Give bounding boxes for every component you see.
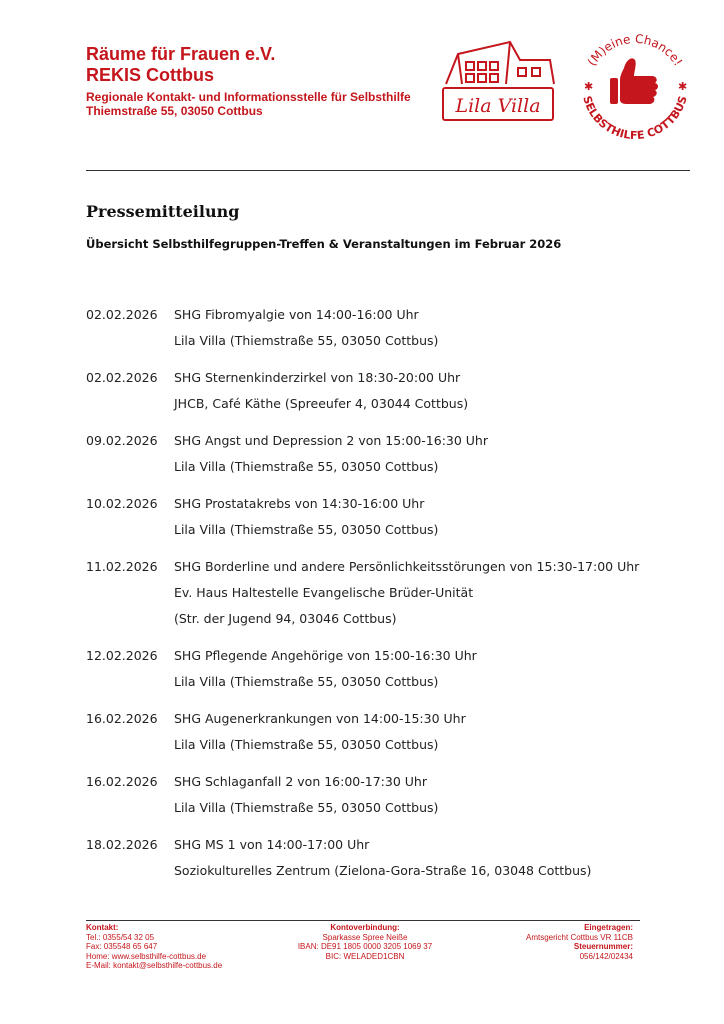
event-location: JHCB, Café Käthe (Spreeufer 4, 03044 Cottbus): [174, 396, 469, 411]
list-item: [86, 643, 686, 695]
event-location: Lila Villa (Thiemstraße 55, 03050 Cottbus): [174, 800, 439, 815]
logo-circle-text: SELBSTHILFE COTTBUS: [580, 94, 690, 143]
event-location: Soziokulturelles Zentrum (Zielona-Gora-Straße 16, 03048 Cottbus): [174, 863, 592, 878]
event-date: 16.02.2026: [86, 711, 158, 726]
event-location: Lila Villa (Thiemstraße 55, 03050 Cottbus): [174, 333, 439, 348]
lila-villa-logo-text: Lila Villa: [455, 95, 541, 117]
list-item: [86, 832, 686, 884]
event-date: 18.02.2026: [86, 837, 158, 852]
list-item: [86, 491, 686, 543]
event-location: Lila Villa (Thiemstraße 55, 03050 Cottbus): [174, 459, 439, 474]
header-divider: [86, 170, 690, 171]
event-location-address: (Str. der Jugend 94, 03046 Cottbus): [174, 611, 397, 626]
footer-homepage-link[interactable]: Home: www.selbsthilfe-cottbus.de: [86, 951, 207, 961]
footer-contact-heading: Kontakt:: [86, 923, 119, 932]
footer-contact: [86, 923, 222, 971]
page-subtitle: Übersicht Selbsthilfegruppen-Treffen & Veranstaltungen im Februar 2026: [86, 237, 562, 251]
event-location: Lila Villa (Thiemstraße 55, 03050 Cottbus): [174, 522, 439, 537]
selbsthilfe-cottbus-logo: [568, 24, 702, 154]
event-title: SHG Pflegende Angehörige von 15:00-16:30 Uhr: [174, 648, 477, 663]
event-date: 09.02.2026: [86, 433, 158, 448]
list-item: [86, 706, 686, 758]
event-location: Ev. Haus Haltestelle Evangelische Brüder-Unität: [174, 585, 474, 600]
star-icon: ✱: [678, 80, 688, 93]
event-date: 11.02.2026: [86, 559, 158, 574]
footer-phone: Tel.: 0355/54 32 05: [86, 932, 155, 942]
event-date: 10.02.2026: [86, 496, 158, 511]
footer-register-court: Amtsgericht Cottbus VR 11CB: [525, 932, 633, 942]
page-title: Pressemitteilung: [86, 202, 240, 221]
org-subname: REKIS Cottbus: [86, 65, 214, 85]
org-name: Räume für Frauen e.V.: [86, 44, 276, 64]
event-date: 02.02.2026: [86, 307, 158, 322]
footer-tax-heading: Steuernummer:: [573, 942, 633, 951]
event-location: Lila Villa (Thiemstraße 55, 03050 Cottbus): [174, 674, 439, 689]
footer-tax-number: 056/142/02434: [579, 951, 633, 961]
org-address: Thiemstraße 55, 03050 Cottbus: [86, 104, 263, 118]
list-item: [86, 769, 686, 821]
footer-iban: IBAN: DE91 1805 0000 3205 1069 37: [297, 942, 433, 951]
footer-bank-heading: Kontoverbindung:: [330, 923, 400, 932]
star-icon: ✱: [584, 80, 594, 93]
event-title: SHG Borderline und andere Persönlichkeitsstörungen von 15:30-17:00 Uhr: [174, 559, 640, 574]
footer-bic: BIC: WELADED1CBN: [325, 951, 405, 961]
event-title: SHG Fibromyalgie von 14:00-16:00 Uhr: [174, 307, 419, 322]
event-title: SHG MS 1 von 14:00-17:00 Uhr: [174, 837, 370, 852]
footer-fax: Fax: 035548 65 647: [86, 942, 158, 951]
lila-villa-logo: [440, 38, 556, 124]
footer-register-heading: Eingetragen:: [584, 923, 633, 932]
logo-slogan: (M)eine Chance!: [584, 31, 686, 69]
list-item: [86, 302, 686, 354]
thumbs-up-icon: [610, 58, 658, 104]
event-title: SHG Schlaganfall 2 von 16:00-17:30 Uhr: [174, 774, 427, 789]
list-item: [86, 365, 686, 417]
footer-email-link[interactable]: E-Mail: kontakt@selbsthilfe-cottbus.de: [86, 961, 223, 970]
event-date: 16.02.2026: [86, 774, 158, 789]
event-title: SHG Augenerkrankungen von 14:00-15:30 Uhr: [174, 711, 466, 726]
list-item: [86, 428, 686, 480]
event-title: SHG Angst und Depression 2 von 15:00-16:30 Uhr: [174, 433, 488, 448]
list-item: [86, 554, 686, 632]
footer-bank-name: Sparkasse Spree Neiße: [322, 932, 408, 942]
event-title: SHG Prostatakrebs von 14:30-16:00 Uhr: [174, 496, 425, 511]
event-list: [86, 302, 686, 895]
footer-bank: [270, 923, 460, 961]
event-date: 12.02.2026: [86, 648, 158, 663]
org-description: Regionale Kontakt- und Informationsstelle für Selbsthilfe: [86, 90, 411, 104]
letterhead: [86, 44, 411, 118]
event-location: Lila Villa (Thiemstraße 55, 03050 Cottbus): [174, 737, 439, 752]
event-date: 02.02.2026: [86, 370, 158, 385]
footer-register: [470, 923, 633, 961]
event-title: SHG Sternenkinderzirkel von 18:30-20:00 Uhr: [174, 370, 461, 385]
footer-divider: [86, 920, 640, 921]
